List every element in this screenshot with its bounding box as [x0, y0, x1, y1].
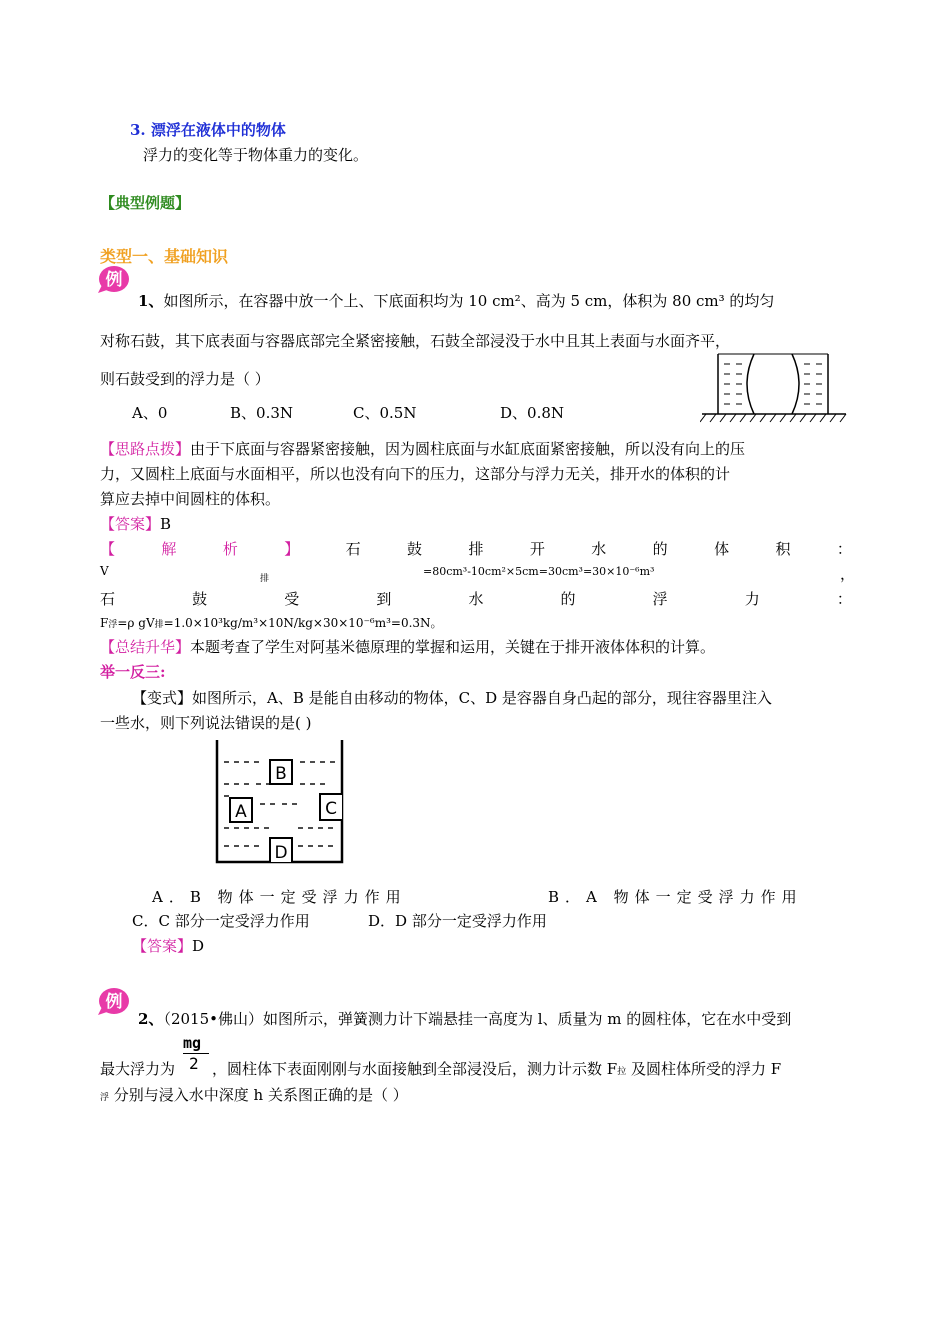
- hint-label: 【思路点拨】: [100, 440, 191, 458]
- analysis-label-char: 【: [100, 540, 116, 558]
- analysis-char: 石: [345, 540, 361, 558]
- force-char: ：: [836, 590, 852, 608]
- ex1-hint-line1: [100, 438, 745, 459]
- ex1-volume-expr: =80cm³-10cm²×5cm=30cm³=30×10⁻⁶m³: [423, 565, 655, 578]
- type1-header: 类型一、基础知识: [100, 247, 229, 266]
- stone-drum-figure: [700, 350, 850, 425]
- ex1-summary: [100, 636, 715, 657]
- force-char: 水: [468, 590, 484, 608]
- ex2-line2-b: [212, 1058, 781, 1079]
- variant-text1: 如图所示，A、B 是能自由移动的物体，C、D 是容器自身凸起的部分，现往容器里注入: [192, 689, 772, 707]
- answer-label: 【答案】: [100, 515, 161, 533]
- example-badge-2: [98, 985, 132, 1015]
- analysis-char: 的: [652, 540, 668, 558]
- ex1-option-d: D、0.8N: [500, 404, 565, 422]
- hint-text1: 由于下底面与容器紧密接触，因为圆柱底面与水缸底面紧密接触，所以没有向上的压: [190, 440, 746, 458]
- variant-header: 举一反三:: [100, 663, 166, 681]
- force-char: 的: [560, 590, 576, 608]
- analysis-char: 开: [529, 540, 545, 558]
- force-char: 到: [376, 590, 392, 608]
- f-sub2: 排: [154, 620, 164, 630]
- figure-label-c: C: [325, 799, 337, 819]
- analysis-label-char: 】: [284, 540, 300, 558]
- variant-line1: [132, 687, 772, 708]
- badge-text: 例: [105, 992, 123, 1012]
- summary-text: 本题考查了学生对阿基米德原理的掌握和运用，关键在于排开液体体积的计算。: [190, 638, 716, 656]
- ex2-number: 2、: [138, 1010, 164, 1028]
- ex2-line2-b-text: ，圆柱体下表面刚刚与水面接触到全部浸没后，测力计示数 F: [212, 1060, 618, 1078]
- figure-label-a: A: [235, 802, 247, 822]
- analysis-char: 排: [468, 540, 484, 558]
- ex2-line1: [138, 1008, 791, 1029]
- ex1-text1: 如图所示，在容器中放一个上、下底面积均为 10 cm²、高为 5 cm，体积为 80 cm³ 的均匀: [163, 292, 775, 310]
- variant-answer: [132, 935, 204, 956]
- ex2-line2-sub: 拉: [617, 1067, 627, 1077]
- variant-answer-label: 【答案】: [132, 937, 193, 955]
- variant-label: 【变式】: [132, 689, 193, 707]
- ex1-option-a: A、0: [132, 404, 168, 422]
- ex1-hint-line2: 力，又圆柱上底面与水面相平，所以也没有向下的压力，这部分与浮力无关，排开水的体积的计: [100, 465, 731, 483]
- section3-text: 浮力的变化等于物体重力的变化。: [143, 146, 369, 164]
- ex2-frac-num: mg: [183, 1034, 202, 1052]
- variant-option-d: D．D 部分一定受浮力作用: [368, 912, 547, 930]
- ex1-answer: [100, 513, 171, 534]
- ex1-analysis-line: [100, 538, 852, 559]
- figure-label-b: B: [275, 764, 287, 784]
- ex2-line2-c: 及圆柱体所受的浮力 F: [626, 1060, 782, 1078]
- ex1-line3: 则石鼓受到的浮力是（ ）: [100, 370, 270, 388]
- ex2-line3-sub: 浮: [100, 1093, 110, 1103]
- variant-line2: 一些水，则下列说法错误的是( ): [100, 714, 312, 732]
- force-char: 浮: [652, 590, 668, 608]
- answer-value: B: [160, 515, 172, 533]
- variant-answer-value: D: [192, 937, 205, 955]
- example-badge-1: [98, 263, 132, 293]
- f-expr-a: =ρ gV: [117, 616, 155, 630]
- analysis-char: 鼓: [407, 540, 423, 558]
- ex1-option-c: C、0.5N: [353, 404, 417, 422]
- typical-examples-header: 【典型例题】: [100, 194, 191, 212]
- ex2-line3-text: 分别与浸入水中深度 h 关系图正确的是（ ）: [109, 1086, 408, 1104]
- container-figure: [212, 738, 347, 866]
- analysis-char: 体: [714, 540, 730, 558]
- ex1-line2: 对称石鼓，其下底表面与容器底部完全紧密接触，石鼓全部浸没于水中且其上表面与水面齐平，: [100, 332, 731, 350]
- ex1-number: 1、: [138, 292, 164, 310]
- ex1-volume-symbol: [100, 564, 109, 578]
- ex1-force-formula: [100, 614, 443, 631]
- ex1-hint-line3: 算应去掉中间圆柱的体积。: [100, 490, 281, 508]
- analysis-label-char: 解: [161, 540, 177, 558]
- summary-label: 【总结升华】: [100, 638, 191, 656]
- ex1-volume-sub: 排: [260, 574, 270, 584]
- ex1-force-line: [100, 588, 852, 609]
- ex1-line1: [138, 290, 774, 311]
- ex1-option-b: B、0.3N: [230, 404, 294, 422]
- section3-title: 3. 漂浮在液体中的物体: [130, 121, 286, 139]
- f-symbol: F: [100, 616, 109, 630]
- variant-option-a: A．B 物体一定受浮力作用: [152, 888, 407, 906]
- ex2-frac-den: 2: [189, 1054, 199, 1073]
- figure-label-d: D: [274, 843, 288, 863]
- variant-option-c: C．C 部分一定受浮力作用: [132, 912, 310, 930]
- ex2-line3: [100, 1084, 408, 1105]
- variant-option-b: B．A 物体一定受浮力作用: [548, 888, 803, 906]
- analysis-char: 水: [591, 540, 607, 558]
- ex1-volume-end: ，: [840, 565, 856, 583]
- force-char: 受: [284, 590, 300, 608]
- f-sub: 浮: [108, 620, 118, 630]
- badge-text: 例: [105, 270, 123, 290]
- ex2-text1: （2015•佛山）如图所示，弹簧测力计下端悬挂一高度为 l、质量为 m 的圆柱体，它在水中受到: [163, 1010, 792, 1028]
- force-char: 鼓: [192, 590, 208, 608]
- analysis-label-char: 析: [222, 540, 238, 558]
- force-char: 石: [100, 590, 116, 608]
- f-expr-b: =1.0×10³kg/m³×10N/kg×30×10⁻⁶m³=0.3N。: [163, 616, 443, 630]
- v-symbol: V: [100, 564, 109, 578]
- ex2-line2-a: 最大浮力为: [100, 1060, 176, 1078]
- analysis-char: 积: [775, 540, 791, 558]
- analysis-char: ：: [836, 540, 852, 558]
- force-char: 力: [744, 590, 760, 608]
